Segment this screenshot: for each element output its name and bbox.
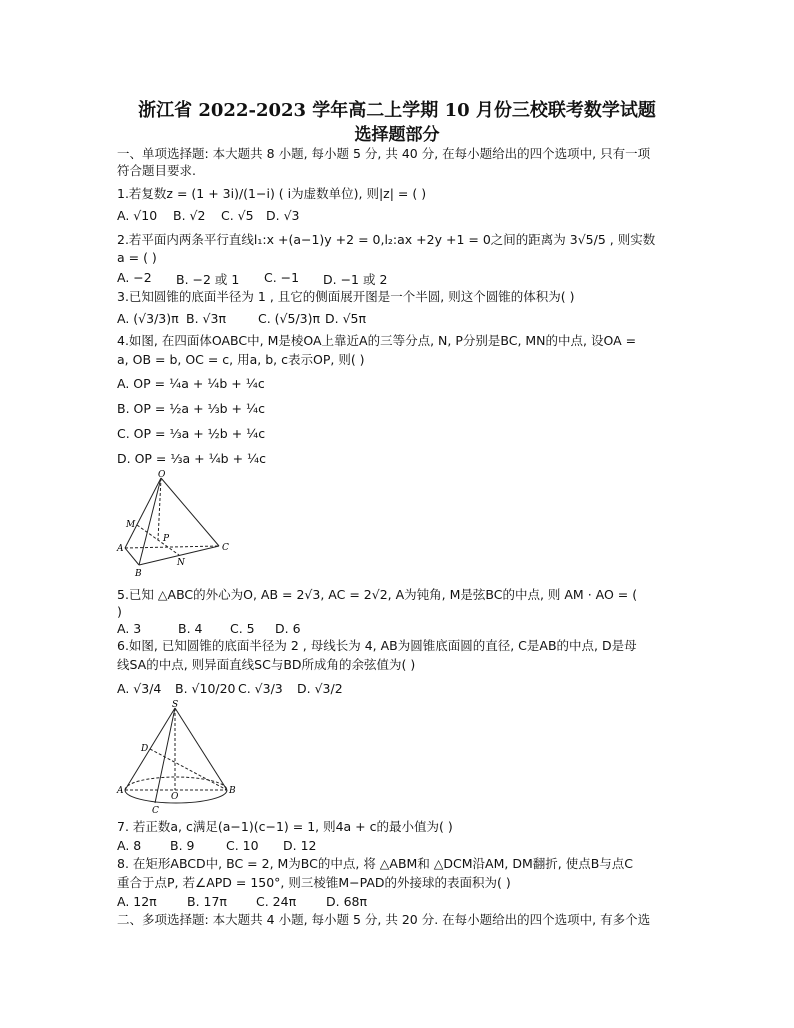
q7-option-d: D. 12 [283,838,317,853]
q8-option-d: D. 68π [326,894,368,909]
q4-option-c: C. OP = ⅓a + ½b + ¼c [117,426,266,441]
q3-option-d: D. √5π [325,311,367,326]
q7-option-c: C. 10 [226,838,259,853]
q8-option-a: A. 12π [117,894,157,909]
q3-stem: 3.已知圆锥的底面半径为 1 , 且它的侧面展开图是一个半圆, 则这个圆锥的体积为( ) [117,289,575,304]
q5-line1: 5.已知 △ABC的外心为O, AB = 2√3, AC = 2√2, A为钝角, M是弦BC的中点, 则 AM · AO = ( [117,587,638,602]
q5-line2: ) [117,604,122,619]
q4-label-o: O [158,470,166,480]
section1-heading-line2: 符合题目要求. [117,163,196,178]
q5-option-b: B. 4 [178,621,203,636]
q2-option-d: D. −1 或 2 [323,272,388,287]
q8-option-c: C. 24π [256,894,297,909]
q2-option-a: A. −2 [117,270,152,285]
q6-label-d: D [141,744,149,754]
q7-option-a: A. 8 [117,838,142,853]
q4-option-a: A. OP = ¼a + ¼b + ¼c [117,376,265,391]
q8-line2: 重合于点P, 若∠APD = 150°, 则三棱锥M−PAD的外接球的表面积为( ) [117,875,511,890]
q3-option-c: C. (√5/3)π [258,311,321,326]
q4-option-d: D. OP = ⅓a + ¼b + ¼c [117,451,267,466]
q6-label-o: O [171,792,179,802]
q4-line1: 4.如图, 在四面体OABC中, M是棱OA上靠近A的三等分点, N, P分别是BC, MN的中点, 设OA = [117,333,637,348]
q2-line2: a = ( ) [117,250,157,265]
q1-option-a: A. √10 [117,208,158,223]
q4-label-p: P [163,534,170,544]
q4-label-m: M [126,520,136,530]
q8-option-b: B. 17π [187,894,227,909]
q1-option-c: C. √5 [221,208,254,223]
q1-option-b: B. √2 [173,208,206,223]
q1-option-d: D. √3 [266,208,300,223]
q6-label-c: C [152,806,159,815]
q4-label-c: C [222,543,229,553]
section1-heading-line1: 一、单项选择题: 本大题共 8 小题, 每小题 5 分, 共 40 分, 在每小题给出的四个选项中, 只有一项 [117,146,651,161]
q6-option-b: B. √10/20 [175,681,236,696]
q6-line1: 6.如图, 已知圆锥的底面半径为 2 , 母线长为 4, AB为圆锥底面圆的直径, C是AB的中点, D是母 [117,638,637,653]
q6-line2: 线SA的中点, 则异面直线SC与BD所成角的余弦值为( ) [117,657,416,672]
q4-label-a: A [117,544,124,554]
q4-tetrahedron-figure [115,470,245,582]
exam-title: 浙江省 2022-2023 学年高二上学期 10 月份三校联考数学试题 [138,100,656,121]
q7-option-b: B. 9 [170,838,195,853]
q4-label-b: B [135,569,142,579]
q6-option-a: A. √3/4 [117,681,162,696]
q5-option-a: A. 3 [117,621,142,636]
q7-stem: 7. 若正数a, c满足(a−1)(c−1) = 1, 则4a + c的最小值为( ) [117,819,453,834]
q2-line1: 2.若平面内两条平行直线l₁:x +(a−1)y +2 = 0,l₂:ax +2y +1 = 0之间的距离为 3√5/5 , 则实数 [117,232,656,247]
q3-option-a: A. (√3/3)π [117,311,179,326]
q6-label-s: S [172,700,179,710]
q6-label-b: B [229,786,236,796]
q2-option-c: C. −1 [264,270,300,285]
q5-option-c: C. 5 [230,621,255,636]
q1-stem: 1.若复数z = (1 + 3i)/(1−i) ( i为虚数单位), 则|z| = ( ) [117,186,427,201]
q6-option-d: D. √3/2 [297,681,343,696]
q8-line1: 8. 在矩形ABCD中, BC = 2, M为BC的中点, 将 △ABM和 △DCM沿AM, DM翻折, 使点B与点C [117,856,633,871]
q4-line2: a, OB = b, OC = c, 用a, b, c表示OP, 则( ) [117,352,365,367]
exam-subtitle: 选择题部分 [354,125,440,145]
q6-cone-figure [115,700,240,815]
q4-label-n: N [177,558,185,568]
q6-option-c: C. √3/3 [238,681,283,696]
q6-label-a: A [117,786,124,796]
q2-option-b: B. −2 或 1 [176,272,240,287]
q4-option-b: B. OP = ½a + ⅓b + ¼c [117,401,265,416]
section2-heading-line1: 二、多项选择题: 本大题共 4 小题, 每小题 5 分, 共 20 分. 在每小题给出的四个选项中, 有多个选 [117,912,651,927]
q3-option-b: B. √3π [186,311,226,326]
q5-option-d: D. 6 [275,621,301,636]
